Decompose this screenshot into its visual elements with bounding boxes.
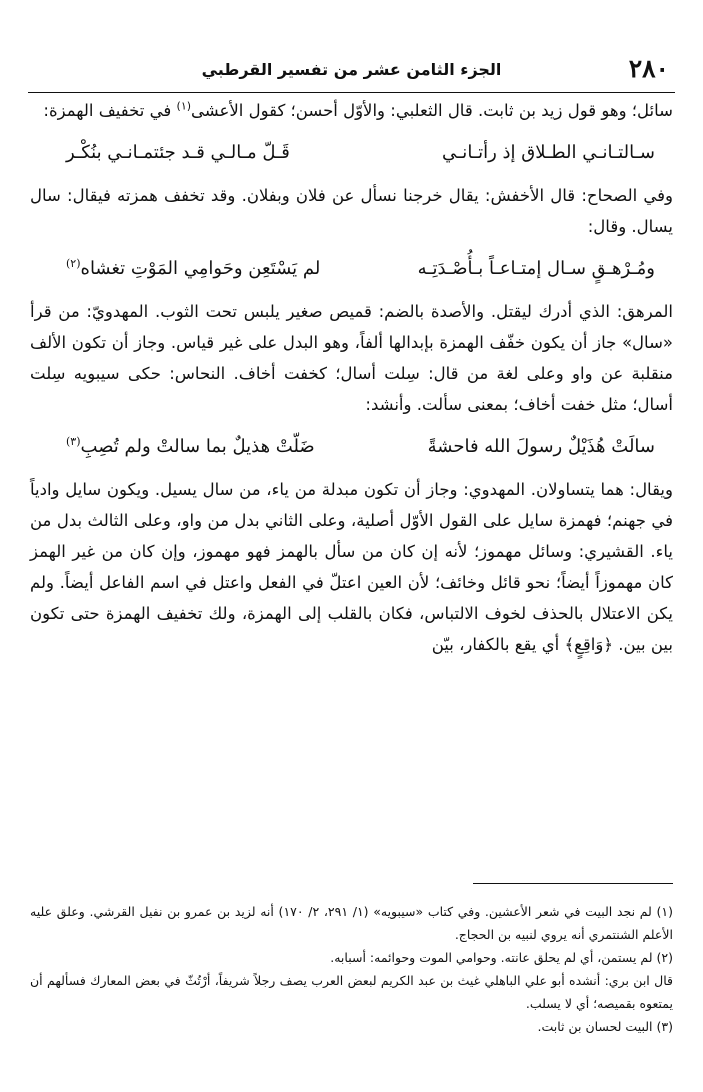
paragraph-2: وفي الصحاح: قال الأخفش: يقال خرجنا نسأل عن فلان وبفلان. وقد تخفف همزته فيقال: سال يسال. وقال: xyxy=(30,186,673,236)
page-body xyxy=(30,95,673,660)
paragraph-3: المرهق: الذي أدرك ليقتل. والأصدة بالضم: قميص صغير يلبس تحت الثوب. المهدويّ: من قرأ «سال» جاز أن يكون خفّف الهمزة بإبدالها ألفاً، وهو البدل على غير قياس. وجاز أن تكون الألف منقلبة عن واو وعلى لغة من قال: سِلت أسال؛ كخفت أخاف. النحاس: حكى سيبويه سِلت أسال؛ مثل خفت أخاف؛ بمعنى سألت. وأنشد: xyxy=(30,302,673,414)
verse-3 xyxy=(30,420,673,474)
paragraph-1 xyxy=(30,95,673,126)
paragraph-1-text: سائل؛ وهو قول زيد بن ثابت. قال الثعلبي: والأوّل أحسن؛ كقول الأعشى xyxy=(191,101,673,120)
footnote-3: (٣) البيت لحسان بن ثابت. xyxy=(537,1019,673,1034)
footnote-ref-3: (٣) xyxy=(66,435,81,448)
verse-3-second-text: ضَلّتْ هذيلٌ بما سالتْ ولم تُصِبِ xyxy=(80,436,315,457)
paragraph-1-tail: في تخفيف الهمزة: xyxy=(43,101,177,120)
verse-2-second-hemistich xyxy=(66,242,320,296)
verse-2-second-text: لم يَسْتَعِن وحَوامِي المَوْتِ تغشاه xyxy=(80,258,321,279)
verse-2 xyxy=(30,242,673,296)
footnote-2-continued: قال ابن بري: أنشده أبو علي الباهلي غيث بن عبد الكريم لبعض العرب يصف رجلاً شريفاً، أرْتُثّ في بعض المعارك فسألهم أن يمتعوه بقميصه؛ أي لا يسلب. xyxy=(30,973,673,1011)
verse-1 xyxy=(30,126,673,180)
verse-3-second-hemistich xyxy=(66,420,315,474)
running-title: الجزء الثامن عشر من تفسير القرطبي xyxy=(201,60,502,79)
footnote-ref-1: (١) xyxy=(176,99,192,113)
footnotes xyxy=(30,900,673,1038)
verse-3-first-hemistich: سالَتْ هُذَيْلٌ رسولَ الله فاحشةً xyxy=(427,436,655,457)
footnote-divider xyxy=(473,883,673,884)
verse-1-second-hemistich: قَـلّ مـالـي قـد جئتمـانـي بنُكْـر xyxy=(66,142,290,163)
page-header xyxy=(28,52,675,93)
page-number: ٢٨٠ xyxy=(628,54,669,83)
footnote-ref-2: (٢) xyxy=(66,257,81,270)
verse-2-first-hemistich: ومُـرْهـقٍ سـال إمتـاعـاً بـأُصْـدَتِـه xyxy=(417,258,655,279)
verse-1-first-hemistich: سـالتـانـي الطـلاق إذ رأتـانـي xyxy=(442,142,655,163)
footnote-1: (١) لم نجد البيت في شعر الأعشين. وفي كتاب «سيبويه» (١/ ٢٩١، ٢/ ١٧٠) أنه لزيد بن عمرو بن نفيل القرشي. وعلق عليه الأعلم الشنتمري أنه يروي لنبيه بن الحجاج. xyxy=(30,904,673,942)
footnote-2: (٢) لم يستمن، أي لم يحلق عانته. وحوامي الموت وحوائمه: أسبابه. xyxy=(330,950,673,965)
paragraph-4: ويقال: هما يتساولان. المهدوي: وجاز أن تكون مبدلة من ياء، من سال يسيل. ويكون سايل وادياً في جهنم؛ فهمزة سايل على القول الأوّل أصلية، وعلى الثاني بدل من واو، وعلى الثالث بدل من ياء. القشيري: وسائل مهموز؛ لأنه إن كان من سأل بالهمز فهو مهموز، وإن كان من غير الهمز كان مهموزاً أيضاً؛ نحو قائل وخائف؛ لأن العين اعتلّ في الفعل واعتل في اسم الفاعل أيضاً. ولم يكن الاعتلال بالحذف لخوف الالتباس، فكان بالقلب إلى الهمزة، ولك تخفيف الهمزة حتى تكون بين بين. ﴿وَاقِعٍ﴾ أي يقع بالكفار، بيّن xyxy=(30,480,673,654)
